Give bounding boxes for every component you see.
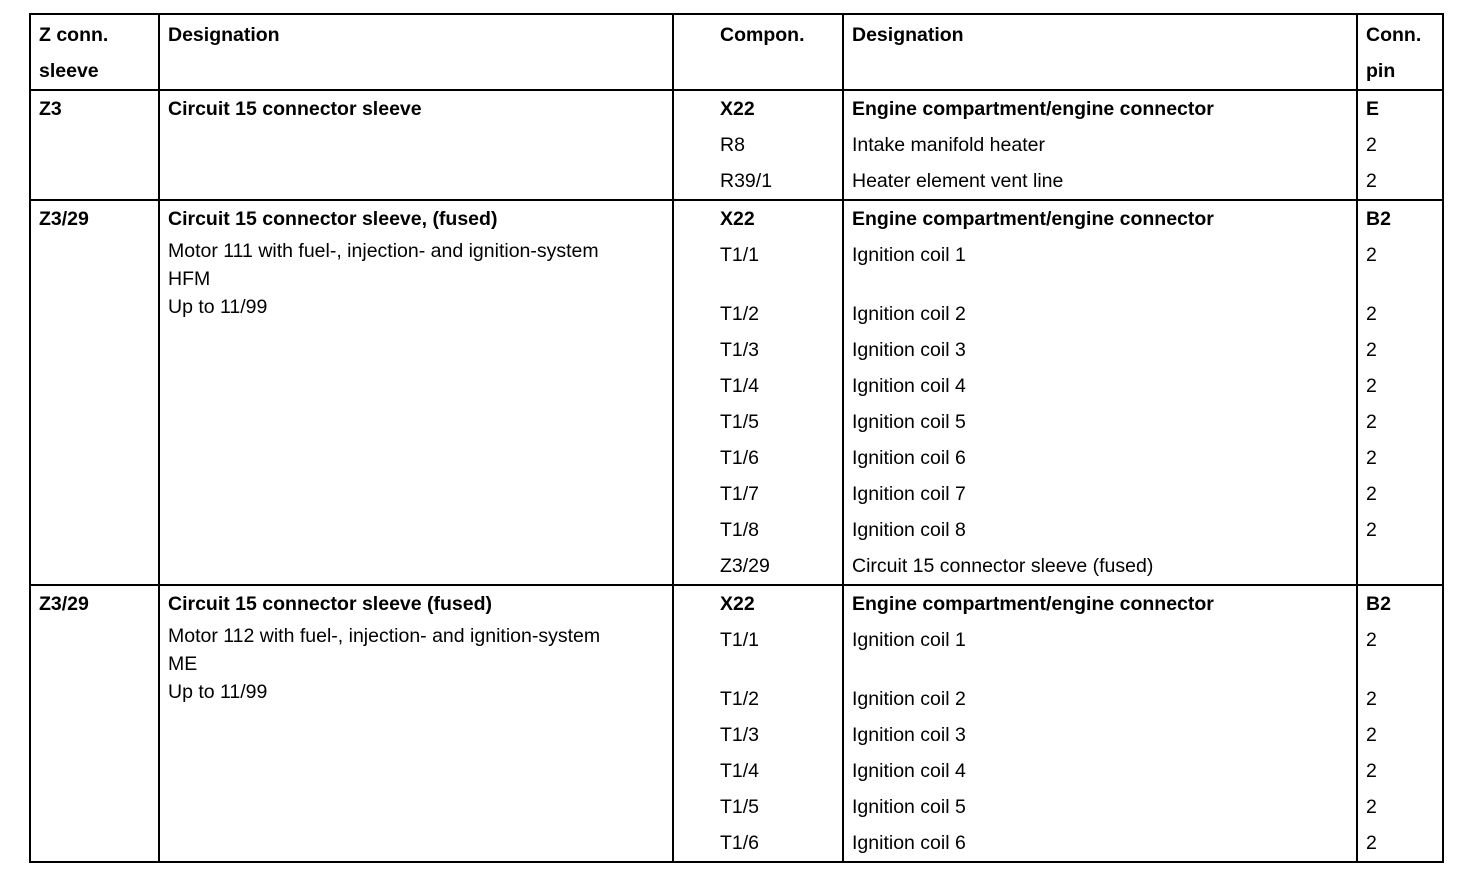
component-designation-cell: Ignition coil 2 [843, 681, 1357, 717]
conn-pin-cell: 2 [1357, 825, 1443, 862]
conn-pin-cell: 2 [1357, 163, 1443, 200]
component-id-cell: T1/1 [673, 622, 843, 681]
conn-pin-cell: 2 [1357, 753, 1443, 789]
z-conn-sleeve-cell: Z3 [30, 90, 159, 200]
header-conn-pin [1357, 14, 1443, 90]
conn-pin-cell: 2 [1357, 512, 1443, 548]
component-designation-cell: Ignition coil 4 [843, 368, 1357, 404]
conn-pin-cell: 2 [1357, 717, 1443, 753]
group-designation-note: ME [168, 653, 198, 675]
connector-table [29, 13, 1444, 863]
component-id-cell: T1/3 [673, 717, 843, 753]
component-designation-cell: Ignition coil 6 [843, 440, 1357, 476]
conn-pin-cell: 2 [1357, 440, 1443, 476]
z-conn-sleeve-cell: Z3/29 [30, 585, 159, 862]
component-designation-cell: Ignition coil 7 [843, 476, 1357, 512]
component-designation-cell: Ignition coil 6 [843, 825, 1357, 862]
header-z-conn [30, 14, 159, 90]
group-designation-note: Up to 11/99 [168, 681, 268, 703]
group-designation-note: Up to 11/99 [168, 296, 268, 318]
component-id-cell: T1/6 [673, 825, 843, 862]
header-conn-pin-line1: Conn. [1366, 24, 1422, 46]
table-row [30, 90, 1443, 127]
component-id-cell: T1/2 [673, 681, 843, 717]
conn-pin-cell: 2 [1357, 789, 1443, 825]
component-id-cell: T1/1 [673, 237, 843, 296]
group-designation-note: HFM [168, 268, 211, 290]
component-designation-cell: Engine compartment/engine connector [843, 585, 1357, 622]
header-component: Compon. [673, 14, 843, 90]
component-designation-cell: Heater element vent line [843, 163, 1357, 200]
conn-pin-cell: 2 [1357, 237, 1443, 296]
component-id-cell: T1/3 [673, 332, 843, 368]
conn-pin-cell: B2 [1357, 200, 1443, 237]
component-designation-cell: Engine compartment/engine connector [843, 200, 1357, 237]
group-designation-title: Circuit 15 connector sleeve (fused) [168, 593, 493, 615]
component-designation-cell: Circuit 15 connector sleeve (fused) [843, 548, 1357, 585]
component-id-cell: R39/1 [673, 163, 843, 200]
component-id-cell: X22 [673, 585, 843, 622]
component-designation-cell: Ignition coil 4 [843, 753, 1357, 789]
table-row [30, 200, 1443, 237]
group-designation-note: Motor 111 with fuel-, injection- and ignition-system [168, 240, 599, 262]
component-designation-cell: Ignition coil 1 [843, 622, 1357, 681]
header-comp-designation: Designation [843, 14, 1357, 90]
component-designation-cell: Ignition coil 5 [843, 789, 1357, 825]
component-id-cell: T1/5 [673, 789, 843, 825]
component-id-cell: T1/7 [673, 476, 843, 512]
header-conn-pin-line2: pin [1366, 60, 1396, 82]
component-designation-cell: Ignition coil 2 [843, 296, 1357, 332]
z-conn-sleeve-cell: Z3/29 [30, 200, 159, 585]
header-z-conn-line2: sleeve [39, 60, 99, 82]
component-id-cell: T1/8 [673, 512, 843, 548]
component-designation-cell: Ignition coil 1 [843, 237, 1357, 296]
conn-pin-cell [1357, 548, 1443, 585]
group-designation-note: Motor 112 with fuel-, injection- and ignition-system [168, 625, 601, 647]
conn-pin-cell: 2 [1357, 296, 1443, 332]
component-designation-cell: Engine compartment/engine connector [843, 90, 1357, 127]
component-id-cell: T1/2 [673, 296, 843, 332]
component-id-cell: X22 [673, 200, 843, 237]
component-id-cell: X22 [673, 90, 843, 127]
conn-pin-cell: B2 [1357, 585, 1443, 622]
header-row [30, 14, 1443, 90]
component-designation-cell: Ignition coil 8 [843, 512, 1357, 548]
conn-pin-cell: 2 [1357, 127, 1443, 163]
component-id-cell: R8 [673, 127, 843, 163]
conn-pin-cell: 2 [1357, 476, 1443, 512]
component-designation-cell: Intake manifold heater [843, 127, 1357, 163]
component-id-cell: T1/4 [673, 753, 843, 789]
component-id-cell: Z3/29 [673, 548, 843, 585]
component-id-cell: T1/6 [673, 440, 843, 476]
group-designation-cell [159, 200, 673, 585]
component-id-cell: T1/5 [673, 404, 843, 440]
conn-pin-cell: 2 [1357, 404, 1443, 440]
component-designation-cell: Ignition coil 3 [843, 717, 1357, 753]
group-designation-cell [159, 90, 673, 200]
conn-pin-cell: 2 [1357, 681, 1443, 717]
header-z-conn-line1: Z conn. [39, 24, 109, 46]
group-designation-title: Circuit 15 connector sleeve, (fused) [168, 208, 498, 230]
conn-pin-cell: 2 [1357, 368, 1443, 404]
component-id-cell: T1/4 [673, 368, 843, 404]
table-row [30, 585, 1443, 622]
conn-pin-cell: 2 [1357, 332, 1443, 368]
component-designation-cell: Ignition coil 3 [843, 332, 1357, 368]
group-designation-title: Circuit 15 connector sleeve [168, 98, 422, 120]
conn-pin-cell: E [1357, 90, 1443, 127]
group-designation-cell [159, 585, 673, 862]
conn-pin-cell: 2 [1357, 622, 1443, 681]
component-designation-cell: Ignition coil 5 [843, 404, 1357, 440]
header-designation: Designation [159, 14, 673, 90]
